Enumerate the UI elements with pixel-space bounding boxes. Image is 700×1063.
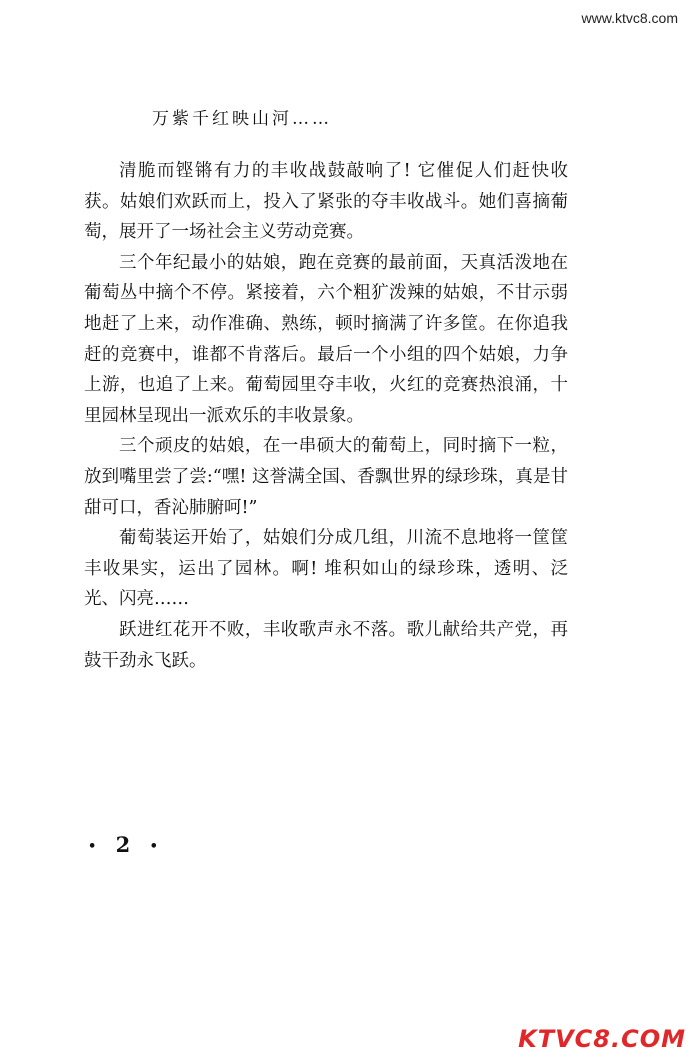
body-text bbox=[84, 156, 568, 676]
paragraph-1: 清脆而铿锵有力的丰收战鼓敲响了! 它催促人们赶快收获。姑娘们欢跃而上，投入了紧张的夺丰收战斗。她们喜摘葡萄，展开了一场社会主义劳动竞赛。 bbox=[84, 161, 568, 243]
paragraph-3: 三个顽皮的姑娘，在一串硕大的葡萄上，同时摘下一粒，放到嘴里尝了尝:“嘿! 这誉满全国、香飘世界的绿珍珠，真是甘甜可口，香沁肺腑呵!” bbox=[84, 436, 568, 518]
watermark-logo-bottom: KTVC8.COM bbox=[518, 1025, 686, 1053]
paragraph-4: 葡萄装运开始了，姑娘们分成几组，川流不息地将一筐筐丰收果实，运出了园林。啊! 堆积如山的绿珍珠，透明、泛光、闪亮…… bbox=[84, 528, 568, 610]
page-number-dot-left: • bbox=[88, 839, 103, 854]
watermark-url-top: www.ktvc8.com bbox=[581, 10, 678, 26]
page-number-value: 2 bbox=[115, 832, 137, 857]
page-number bbox=[88, 832, 164, 857]
page-number-dot-right: • bbox=[149, 839, 164, 854]
section-subtitle: 万紫千红映山河…… bbox=[152, 109, 332, 129]
paragraph-2: 三个年纪最小的姑娘，跑在竞赛的最前面，天真活泼地在葡萄丛中摘个不停。紧接着，六个粗犷泼辣的姑娘，不甘示弱地赶了上来，动作准确、熟练，顿时摘满了许多筐。在你追我赶的竞赛中，谁都不肯落后。最后一个小组的四个姑娘，力争上游，也追了上来。葡萄园里夺丰收，火红的竞赛热浪涌，十里园林呈现出一派欢乐的丰收景象。 bbox=[84, 252, 568, 426]
paragraph-5: 跃进红花开不败，丰收歌声永不落。歌儿献给共产党，再鼓干劲永飞跃。 bbox=[84, 619, 568, 671]
